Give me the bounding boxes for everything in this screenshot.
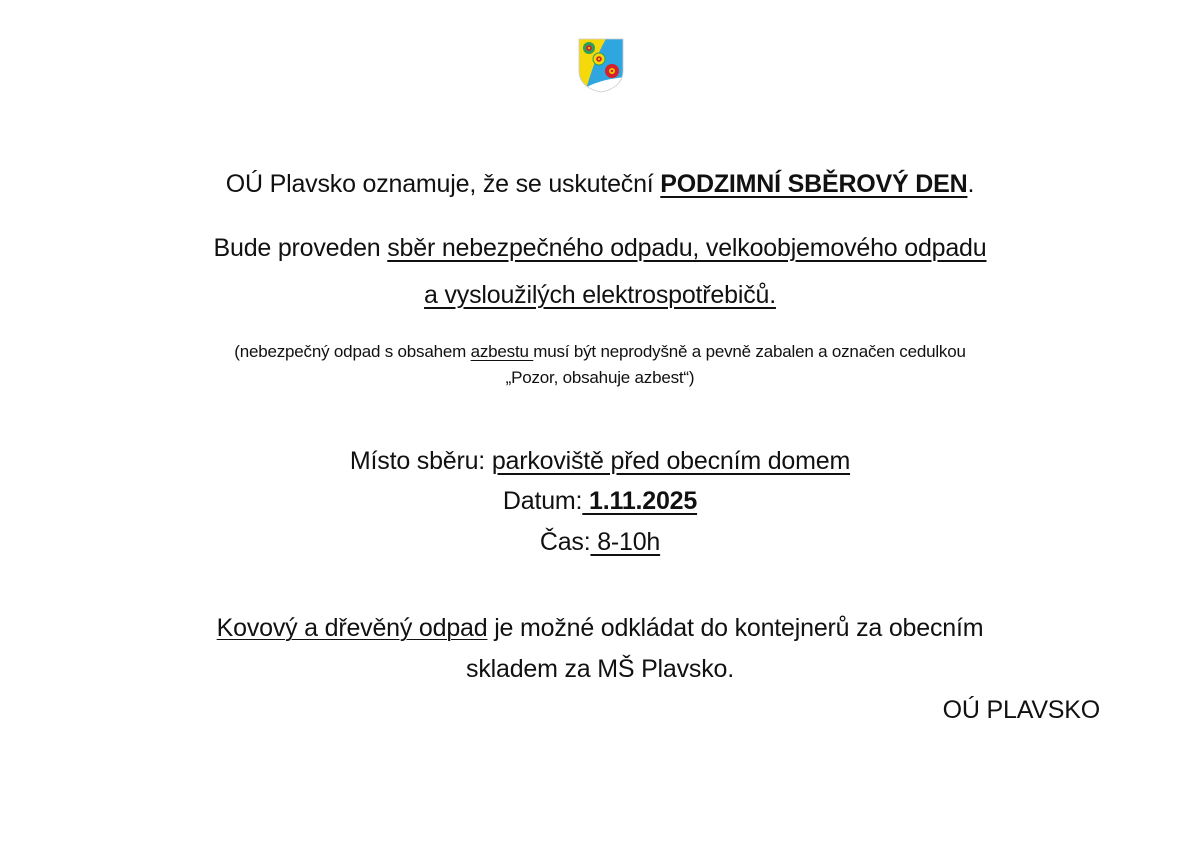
date-line [0,487,1200,516]
asbestos-note-line-2 [0,368,1200,388]
date-value: 1.11.2025 [582,487,698,515]
metal-wood-highlight: Kovový a dřevěný odpad [216,614,488,642]
collection-line-1 [0,234,1200,263]
asbestos-word: azbestu [470,342,534,361]
time-value: 8-10h [590,528,661,556]
metal-wood-line-1 [0,614,1200,643]
intro-line [0,170,1200,199]
signature: OÚ PLAVSKO [942,696,1100,724]
event-name: PODZIMNÍ SBĚROVÝ DEN [660,170,968,198]
metal-wood-text-1: je možné odkládat do kontejnerů za obecním [487,614,984,642]
place-line [0,447,1200,476]
metal-wood-line-2 [0,655,1200,684]
collection-prefix: Bude proveden [213,234,388,262]
time-label: Čas: [539,528,591,556]
collection-line-2 [0,281,1200,310]
asbestos-note-prefix: (nebezpečný odpad s obsahem [234,342,471,361]
collection-items-2: a vysloužilých elektrospotřebičů. [424,281,776,309]
date-label: Datum: [502,487,583,515]
municipal-coat-of-arms-icon [577,37,625,93]
place-value: parkoviště před obecním domem [491,447,851,475]
time-line [0,528,1200,557]
intro-prefix: OÚ Plavsko oznamuje, že se uskuteční [225,170,661,198]
asbestos-label-text: „Pozor, obsahuje azbest“) [505,368,695,387]
place-label: Místo sběru: [349,447,492,475]
metal-wood-text-2: skladem za MŠ Plavsko. [466,655,734,683]
asbestos-note-suffix: musí být neprodyšně a pevně zabalen a označen cedulkou [533,342,966,361]
asbestos-note-line-1 [0,342,1200,362]
intro-suffix: . [967,170,975,198]
collection-items-1: sběr nebezpečného odpadu, velkoobjemového odpadu [387,234,987,262]
